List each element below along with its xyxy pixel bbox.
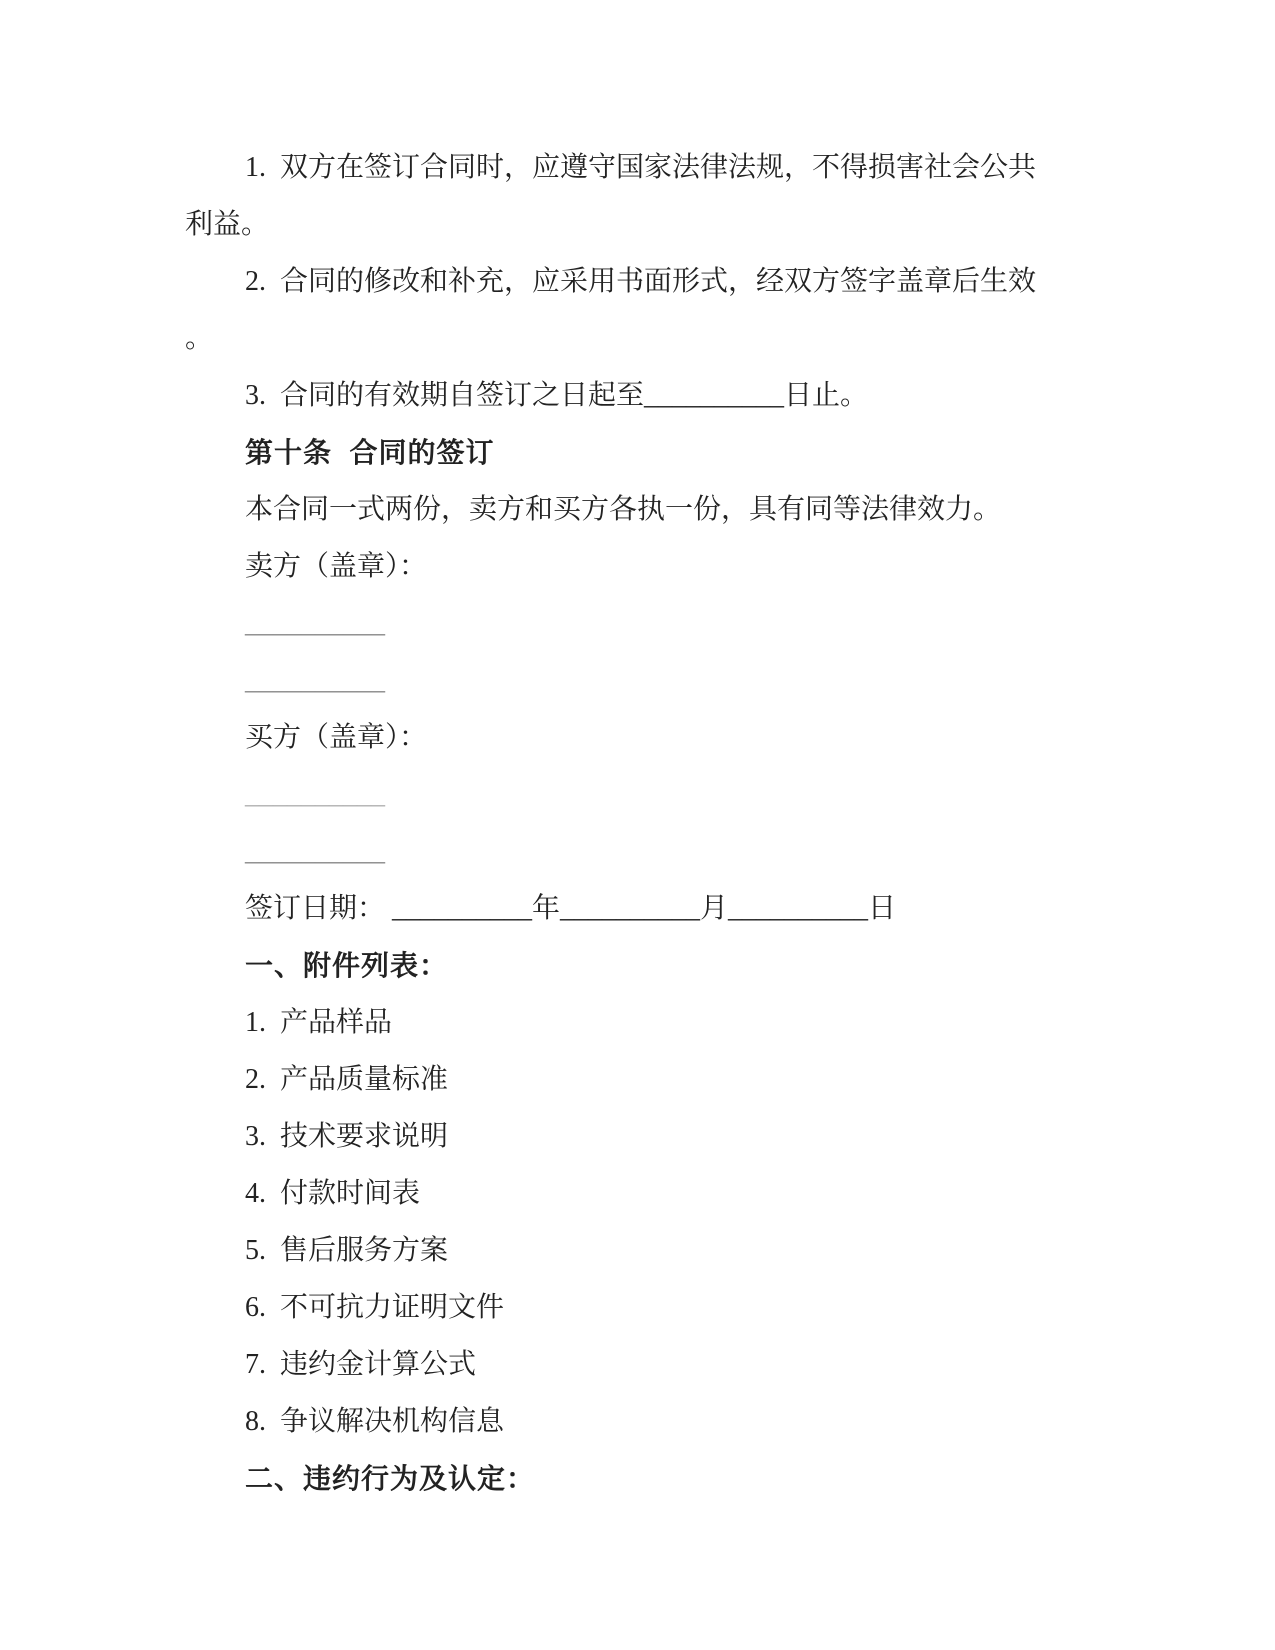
clause-line: 3. 合同的有效期自签订之日起至__________日止。 bbox=[245, 380, 869, 411]
attachment-item: 8. 争议解决机构信息 bbox=[245, 1406, 505, 1437]
attachment-item: 3. 技术要求说明 bbox=[245, 1121, 449, 1152]
list-heading: 二、违约行为及认定： bbox=[245, 1463, 536, 1494]
attachment-item: 1. 产品样品 bbox=[245, 1007, 393, 1038]
clause-continuation: 利益。 bbox=[185, 209, 270, 240]
section-heading: 第十条 合同的签订 bbox=[245, 437, 495, 468]
attachment-item: 2. 产品质量标准 bbox=[245, 1064, 449, 1095]
attachment-item: 4. 付款时间表 bbox=[245, 1178, 421, 1209]
signing-date-line: 签订日期： __________年__________月__________日 bbox=[245, 893, 897, 924]
signature-blank-line: __________ bbox=[245, 608, 385, 639]
buyer-seal-label: 买方（盖章）： bbox=[245, 722, 428, 753]
signature-blank-line: __________ bbox=[245, 665, 385, 696]
clause-continuation: 。 bbox=[185, 323, 214, 354]
signature-blank-line: __________ bbox=[245, 779, 385, 810]
list-heading: 一、附件列表： bbox=[245, 950, 449, 981]
clause-line: 2. 合同的修改和补充，应采用书面形式，经双方签字盖章后生效 bbox=[245, 266, 1037, 297]
attachment-item: 7. 违约金计算公式 bbox=[245, 1349, 477, 1380]
paragraph-line: 本合同一式两份，卖方和买方各执一份，具有同等法律效力。 bbox=[245, 494, 1002, 525]
attachment-item: 6. 不可抗力证明文件 bbox=[245, 1292, 505, 1323]
attachment-item: 5. 售后服务方案 bbox=[245, 1235, 449, 1266]
signature-blank-line: __________ bbox=[245, 836, 385, 867]
clause-line: 1. 双方在签订合同时，应遵守国家法律法规，不得损害社会公共 bbox=[245, 152, 1037, 183]
seller-seal-label: 卖方（盖章）： bbox=[245, 551, 428, 582]
